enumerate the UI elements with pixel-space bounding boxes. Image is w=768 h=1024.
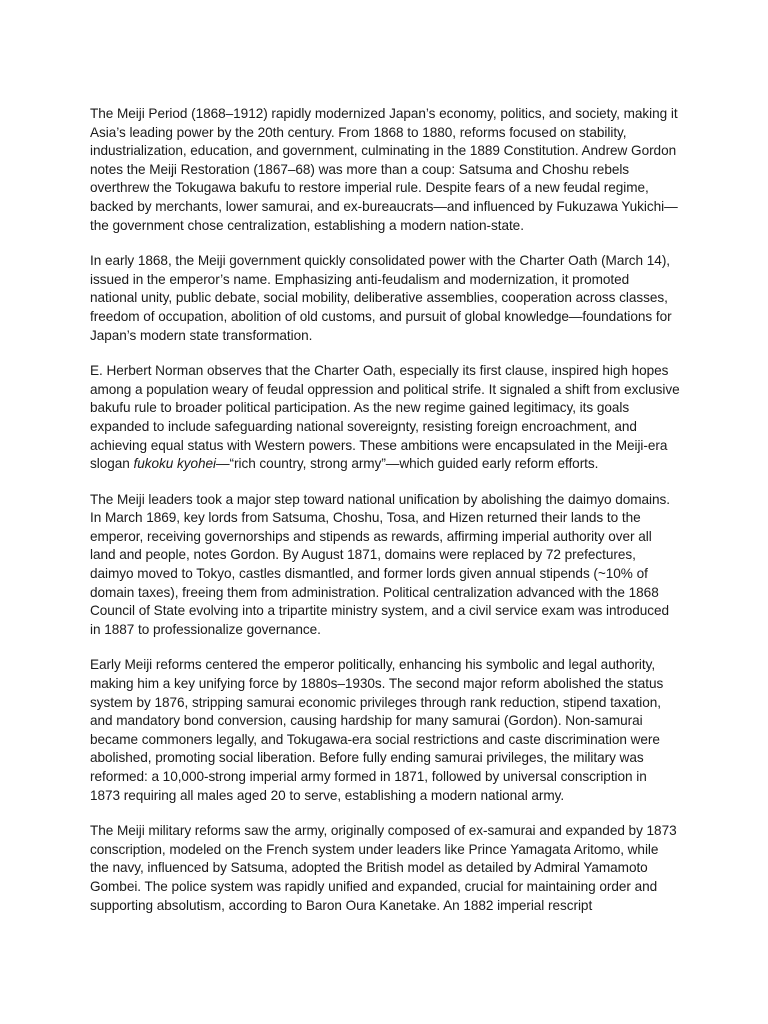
paragraph-norman-observation	[90, 362, 680, 474]
slogan-italic: fukoku kyohei	[133, 456, 216, 472]
paragraph-norman-text-before: E. Herbert Norman observes that the Charter Oath, especially its first clause, inspired high hopes among a population weary of feudal oppression and political strife. It signaled a shift from exclusive bakufu rule to broader political participation. As the new regime gained legitimacy, its goals expanded to include safeguarding national sovereignty, resisting foreign encroachment, and achieving equal status with Western powers. These ambitions were encapsulated in the Meiji-era slogan	[90, 363, 680, 472]
paragraph-early-reforms: Early Meiji reforms centered the emperor politically, enhancing his symbolic and legal authority, making him a key unifying force by 1880s–1930s. The second major reform abolished the status system by 1876, stripping samurai economic privileges through rank reduction, stipend taxation, and mandatory bond conversion, causing hardship for many samurai (Gordon). Non-samurai became commoners legally, and Tokugawa-era social restrictions and caste discrimination were abolished, promoting social liberation. Before fully ending samurai privileges, the military was reformed: a 10,000-strong imperial army formed in 1871, followed by universal conscription in 1873 requiring all males aged 20 to serve, establishing a modern national army.	[90, 657, 664, 803]
paragraph-military-reforms: The Meiji military reforms saw the army, originally composed of ex-samurai and expanded by 1873 conscription, modeled on the French system under leaders like Prince Yamagata Aritomo, while the navy, influenced by Satsuma, adopted the British model as detailed by Admiral Yamamoto Gombei. The police system was rapidly unified and expanded, crucial for maintaining order and supporting absolutism, according to Baron Oura Kanetake. An 1882 imperial rescript	[90, 823, 677, 913]
paragraph-meiji-period: The Meiji Period (1868–1912) rapidly modernized Japan’s economy, politics, and society, making it Asia’s leading power by the 20th century. From 1868 to 1880, reforms focused on stability, industrialization, education, and government, culminating in the 1889 Constitution. Andrew Gordon notes the Meiji Restoration (1867–68) was more than a coup: Satsuma and Choshu rebels overthrew the Tokugawa bakufu to restore imperial rule. Despite fears of a new feudal regime, backed by merchants, lower samurai, and ex-bureaucrats—and influenced by Fukuzawa Yukichi—the government chose centralization, establishing a modern nation-state.	[90, 106, 678, 233]
paragraph-domain-abolition: The Meiji leaders took a major step toward national unification by abolishing the daimyo domains. In March 1869, key lords from Satsuma, Choshu, Tosa, and Hizen returned their lands to the emperor, receiving governorships and stipends as rewards, affirming imperial authority over all land and people, notes Gordon. By August 1871, domains were replaced by 72 prefectures, daimyo moved to Tokyo, castles dismantled, and former lords given annual stipends (~10% of domain taxes), freeing them from administration. Political centralization advanced with the 1868 Council of State evolving into a tripartite ministry system, and a civil service exam was introduced in 1887 to professionalize governance.	[90, 491, 671, 637]
document-page	[90, 105, 680, 932]
paragraph-charter-oath: In early 1868, the Meiji government quickly consolidated power with the Charter Oath (March 14), issued in the emperor’s name. Emphasizing anti-feudalism and modernization, it promoted national unity, public debate, social mobility, deliberative assemblies, cooperation across classes, freedom of occupation, abolition of old customs, and pursuit of global knowledge—foundations for Japan’s modern state transformation.	[90, 253, 672, 343]
paragraph-norman-text-after: —“rich country, strong army”—which guided early reform efforts.	[215, 456, 599, 472]
